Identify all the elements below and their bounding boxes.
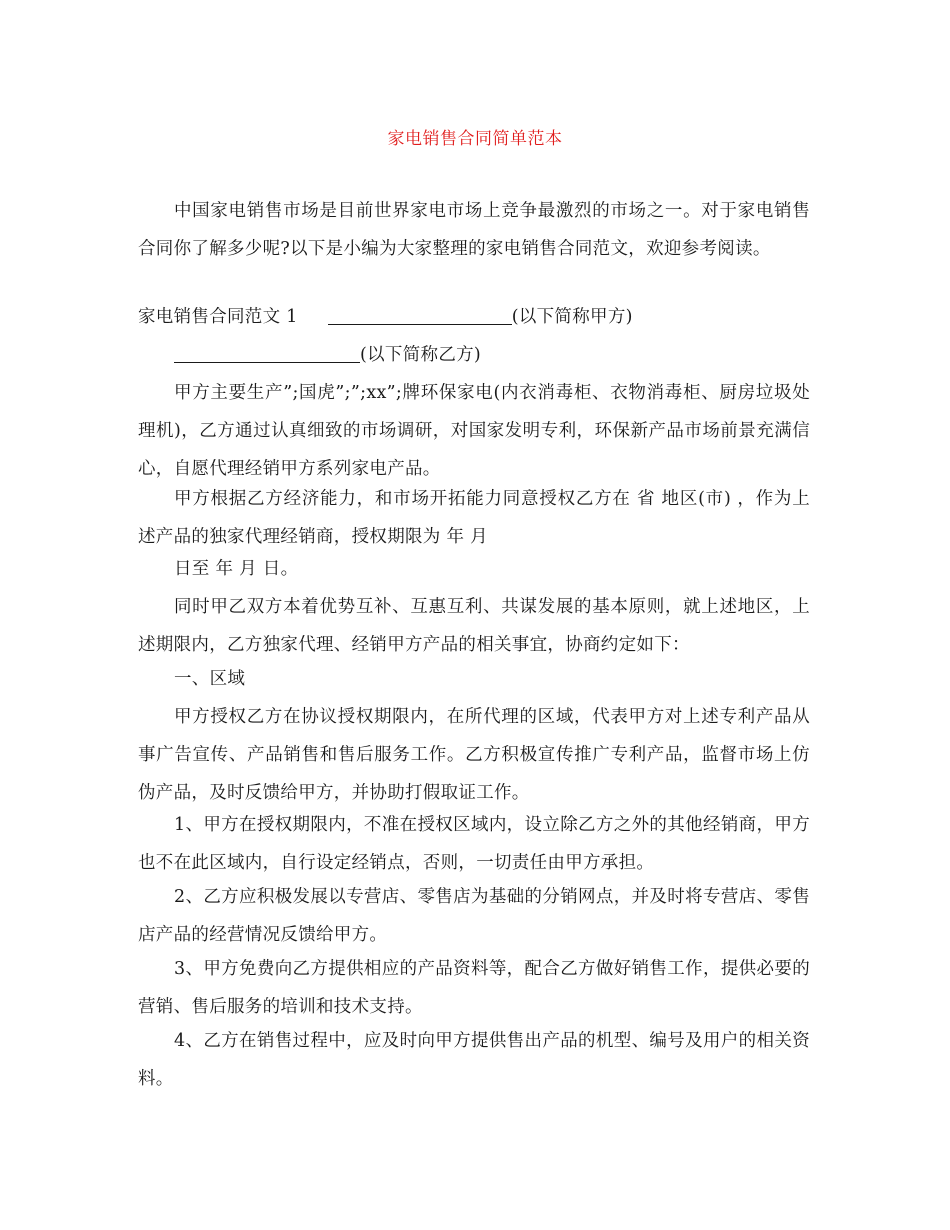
party-b-line (174, 336, 481, 374)
party-a-line (138, 298, 633, 336)
sample-label: 家电销售合同范文 1 (138, 307, 298, 327)
clause-1: 1、甲方在授权期限内，不准在授权区域内，设立除乙方之外的其他经销商，甲方也不在此区域内，自行设定经销点，否则，一切责任由甲方承担。 (138, 815, 810, 873)
document-title: 家电销售合同简单范本 (387, 129, 563, 149)
party-b-blank (174, 342, 360, 363)
clause-4: 4、乙方在销售过程中，应及时向甲方提供售出产品的机型、编号及用户的相关资料。 (138, 1031, 810, 1089)
product-paragraph: 甲方主要生产”;国虎”;”;xx”;牌环保家电(内衣消毒柜、衣物消毒柜、厨房垃圾处理机)，乙方通过认真细致的市场调研，对国家发明专利，环保新产品市场前景充满信心，自愿代理经销甲方系列家电产品。 (138, 383, 810, 479)
clause-2: 2、乙方应积极发展以专营店、零售店为基础的分销网点，并及时将专营店、零售店产品的经营情况反馈给甲方。 (138, 887, 810, 945)
authorization-paragraph: 甲方根据乙方经济能力，和市场开拓能力同意授权乙方在 省 地区(市) ，作为上述产品的独家代理经销商，授权期限为 年 月 (138, 489, 810, 547)
principle-paragraph: 同时甲乙双方本着优势互补、互惠互利、共谋发展的基本原则，就上述地区，上述期限内，乙方独家代理、经销甲方产品的相关事宜，协商约定如下： (138, 597, 810, 655)
date-paragraph: 日至 年 月 日。 (174, 559, 299, 579)
section-heading-region: 一、区域 (174, 669, 246, 689)
region-paragraph: 甲方授权乙方在协议授权期限内，在所代理的区域，代表甲方对上述专利产品从事广告宣传、产品销售和售后服务工作。乙方积极宣传推广专利产品，监督市场上仿伪产品，及时反馈给甲方，并协助打假取证工作。 (138, 707, 810, 803)
party-a-blank (328, 304, 512, 325)
clause-3: 3、甲方免费向乙方提供相应的产品资料等，配合乙方做好销售工作，提供必要的营销、售后服务的培训和技术支持。 (138, 959, 810, 1017)
intro-paragraph: 中国家电销售市场是目前世界家电市场上竞争最激烈的市场之一。对于家电销售合同你了解多少呢?以下是小编为大家整理的家电销售合同范文，欢迎参考阅读。 (138, 201, 810, 259)
party-a-suffix: (以下简称甲方) (511, 307, 633, 327)
party-b-suffix: (以下简称乙方) (360, 345, 482, 365)
